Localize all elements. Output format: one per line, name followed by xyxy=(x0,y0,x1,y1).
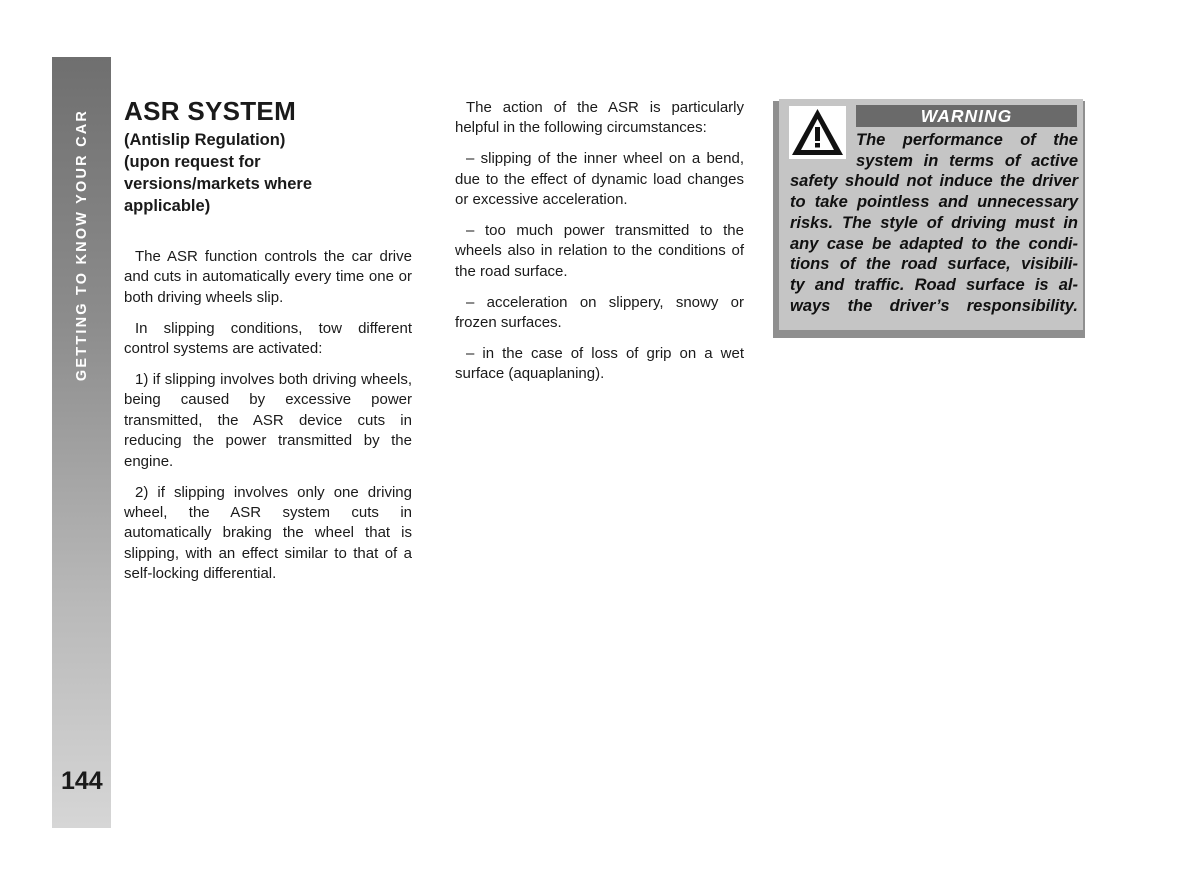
paragraph: – too much power transmitted to the wheels also in relation to the conditions of the road surface. xyxy=(455,222,744,280)
left-column-body xyxy=(124,247,412,585)
paragraph: – in the case of loss of grip on a wet surface (aquaplaning). xyxy=(455,345,744,383)
warning-line: system in terms of active xyxy=(856,151,1078,170)
subtitle-line: (Antislip Regulation) xyxy=(124,131,286,149)
warning-line: ways the driver’s responsibility. xyxy=(790,296,1078,315)
paragraph: – slipping of the inner wheel on a bend, due to the effect of dynamic load changes or excessive acceleration. xyxy=(455,150,744,209)
warning-line: safety should not induce the driver xyxy=(790,172,1078,191)
paragraph: The action of the ASR is particularly helpful in the following circumstances: xyxy=(455,99,744,137)
warning-header: WARNING xyxy=(856,105,1077,127)
left-column xyxy=(124,96,412,595)
warning-line: The performance of the xyxy=(856,131,1078,149)
warning-line: tions of the road surface, visibili- xyxy=(790,255,1078,274)
middle-column xyxy=(455,98,744,395)
warning-line: risks. The style of driving must in xyxy=(790,213,1078,232)
warning-box xyxy=(779,99,1083,330)
subtitle-line: versions/markets where xyxy=(124,175,313,193)
warning-line: ty and traffic. Road surface is al- xyxy=(790,275,1078,294)
page-number: 144 xyxy=(61,767,103,795)
warning-line: to take pointless and unnecessary xyxy=(790,193,1078,212)
paragraph: 2) if slipping involves only one driving wheel, the ASR system cuts in automatically braking the wheel that is slipping, with an effect similar to that of a self-locking differential. xyxy=(124,483,412,583)
section-label: GETTING TO KNOW YOUR CAR xyxy=(74,108,90,382)
paragraph: – acceleration on slippery, snowy or frozen surfaces. xyxy=(455,293,744,332)
warning-text xyxy=(790,130,1078,316)
section-title: ASR SYSTEM xyxy=(124,96,297,126)
paragraph: The ASR function controls the car drive and cuts in automatically every time one or both driving wheels slip. xyxy=(124,248,412,306)
paragraph: 1) if slipping involves both driving wheels, being caused by excessive power transmitted, the ASR device cuts in reducing the power transmitted by the engine. xyxy=(124,371,412,470)
subtitle-line: (upon request for xyxy=(124,153,261,171)
warning-line: any case be adapted to the condi- xyxy=(790,234,1078,253)
section-subtitle xyxy=(124,129,354,217)
subtitle-line: applicable) xyxy=(124,197,211,215)
paragraph: In slipping conditions, tow different control systems are activated: xyxy=(124,319,412,358)
